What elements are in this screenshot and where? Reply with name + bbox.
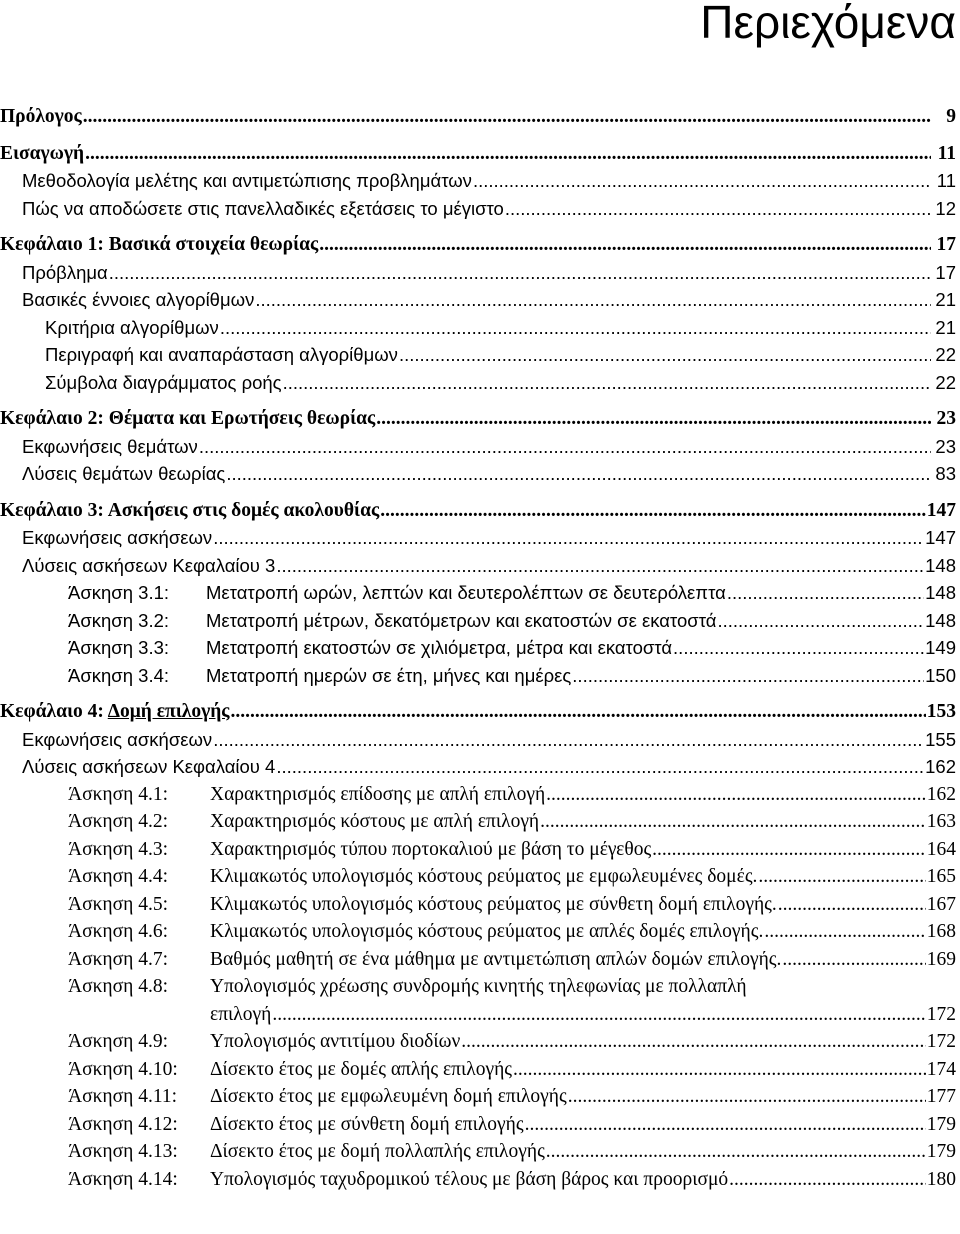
exercise-text (68, 664, 572, 687)
toc-entry-exercise[interactable] (0, 888, 960, 916)
dot-leader (717, 612, 924, 632)
page-title: Περιεχόμενα (700, 0, 956, 48)
toc-entry-label: Λύσεις ασκήσεων Κεφαλαίου 4 (22, 756, 276, 777)
toc-entry-label: Υπολογισμός χρέωσης συνδρομής κινητής τηλεφωνίας με πολλαπλή (210, 976, 747, 997)
exercise-number: Άσκηση 4.12: (68, 1113, 178, 1135)
toc-entry-chapter-1[interactable] (0, 228, 960, 256)
toc-entry-exercise[interactable] (0, 833, 960, 861)
toc-entry-chapter-3[interactable] (0, 494, 960, 522)
dot-leader (255, 291, 931, 311)
toc-entry[interactable] (0, 723, 960, 751)
toc-entry-label-continued: επιλογή (210, 1003, 272, 1025)
toc-entry-label: Χαρακτηρισμός κόστους με απλή επιλογή (210, 811, 540, 832)
exercise-text (68, 812, 539, 833)
toc-entry-page: 148 (925, 609, 956, 631)
toc-entry-label: Περιγραφή και αναπαράσταση αλγορίθμων (45, 344, 398, 365)
toc-entry-label: Εκφωνήσεις ασκήσεων (22, 527, 213, 548)
toc-entry-label: Κεφάλαιο 3: Ασκήσεις στις δομές ακολουθίας (0, 499, 380, 521)
toc-entry[interactable] (0, 521, 960, 549)
toc-entry-chapter-2[interactable] (0, 402, 960, 430)
dot-leader (272, 1005, 925, 1026)
chapter-4-text (0, 702, 230, 723)
toc-entry-introduction[interactable] (0, 137, 960, 165)
dot-leader (473, 172, 931, 192)
toc-entry-page: 147 (926, 499, 956, 521)
toc-entry-label: Βασικές έννοιες αλγορίθμων (22, 289, 255, 310)
toc-entry-label: Εισαγωγή (0, 142, 85, 164)
dot-leader (778, 895, 926, 916)
exercise-text (68, 639, 672, 659)
toc-entry[interactable] (0, 283, 960, 311)
dot-leader (540, 812, 926, 833)
toc-entry-exercise-continued[interactable] (0, 998, 960, 1026)
toc-entry[interactable] (0, 338, 960, 366)
toc-entry-page: 174 (926, 1058, 956, 1080)
toc-entry-label: Κλιμακωτός υπολογισμός κόστους ρεύματος με σύνθετη δομή επιλογής. (210, 893, 777, 915)
toc-entry-page: 163 (926, 811, 956, 832)
dot-leader (380, 501, 926, 522)
exercise-text (68, 1142, 545, 1163)
toc-entry-page: 23 (936, 408, 956, 429)
toc-entry-label: Δίσεκτο έτος με δομή πολλαπλής επιλογής (210, 1141, 545, 1162)
toc-entry-exercise[interactable] (0, 1080, 960, 1108)
toc-entry-exercise[interactable] (0, 915, 960, 943)
toc-entry-exercise[interactable] (0, 805, 960, 833)
toc-entry-label: Χαρακτηρισμός επίδοσης με απλή επιλογή (210, 783, 546, 805)
exercise-number: Άσκηση 3.4: (68, 664, 170, 686)
toc-entry-label: Βαθμός μαθητή σε ένα μάθημα με αντιμετώπιση απλών δομών επιλογής. (210, 948, 782, 970)
toc-entry-page: 11 (937, 142, 956, 164)
toc-entry[interactable] (0, 164, 960, 192)
dot-leader (85, 144, 931, 165)
toc-entry-label: Δομή επιλογής (107, 701, 230, 722)
toc-entry-chapter-4[interactable] (0, 695, 960, 723)
toc-entry-page: 172 (926, 1003, 956, 1025)
dot-leader (673, 639, 924, 659)
toc-entry-exercise[interactable] (0, 1108, 960, 1136)
toc-entry-label: Σύμβολα διαγράμματος ροής (45, 371, 282, 393)
toc-entry-page: 12 (935, 197, 956, 219)
dot-leader (652, 840, 926, 861)
toc-entry-exercise[interactable] (0, 604, 960, 632)
exercise-text (68, 584, 726, 604)
toc-entry-page: 148 (925, 582, 956, 603)
toc-entry-label: Μετατροπή μέτρων, δεκατόμετρων και εκατοστών σε εκατοστά (206, 609, 717, 631)
toc-entry-page: 162 (926, 783, 956, 805)
exercise-text (68, 785, 545, 806)
toc-entry-page: 22 (935, 344, 956, 365)
dot-leader (199, 438, 931, 458)
exercise-number: Άσκηση 4.6: (68, 921, 168, 942)
exercise-number: Άσκηση 4.9: (68, 1031, 168, 1052)
dot-leader (399, 346, 931, 366)
dot-leader (220, 319, 931, 339)
toc-entry-label: Κριτήρια αλγορίθμων (45, 316, 219, 338)
toc-entry[interactable] (0, 457, 960, 485)
toc-entry-page: 22 (935, 371, 956, 393)
toc-entry-label: Πρόβλημα (22, 261, 108, 283)
exercise-text (68, 1087, 567, 1108)
dot-leader (231, 702, 926, 723)
toc-entry-page: 177 (926, 1086, 956, 1107)
dot-leader (376, 409, 931, 430)
exercise-number: Άσκηση 4.2: (68, 811, 168, 832)
dot-leader (213, 731, 924, 751)
toc-entry[interactable] (0, 311, 960, 339)
toc-entry-label: Κεφάλαιο 1: Βασικά στοιχεία θεωρίας (0, 234, 319, 255)
toc-entry-label: Κεφάλαιο 2: Θέματα και Ερωτήσεις θεωρίας (0, 408, 376, 429)
exercise-text (68, 867, 757, 888)
toc-entry-prologue[interactable] (0, 100, 960, 128)
toc-entry[interactable] (0, 366, 960, 394)
toc-entry-label: Εκφωνήσεις θεμάτων (22, 435, 198, 457)
exercise-number: Άσκηση 4.8: (68, 976, 168, 997)
toc-entry-label: Μετατροπή ωρών, λεπτών και δευτερολέπτων σε δευτερόλεπτα (206, 582, 726, 603)
exercise-text (68, 922, 763, 943)
toc-entry-label: Δίσεκτο έτος με δομές απλής επιλογής (210, 1058, 513, 1080)
exercise-number: Άσκηση 3.1: (68, 582, 170, 603)
toc-entry-label: Λύσεις ασκήσεων Κεφαλαίου 3 (22, 554, 276, 576)
toc-entry-exercise[interactable] (0, 631, 960, 659)
toc-entry-page: 153 (926, 701, 956, 722)
dot-leader (513, 1060, 926, 1081)
dot-leader (782, 950, 925, 971)
dot-leader (572, 667, 924, 687)
exercise-text (68, 950, 781, 971)
toc-entry-exercise[interactable] (0, 860, 960, 888)
toc-entry-page: 83 (935, 463, 956, 484)
toc-entry-page: 179 (926, 1141, 956, 1162)
exercise-number: Άσκηση 4.5: (68, 893, 168, 915)
toc-entry-page: 172 (926, 1031, 956, 1052)
toc-entry-page: 17 (935, 261, 956, 283)
dot-leader (83, 107, 931, 128)
table-of-contents (0, 100, 960, 1190)
toc-entry-label: Λύσεις θεμάτων θεωρίας (22, 463, 226, 484)
toc-entry-exercise[interactable] (0, 659, 960, 687)
dot-leader (727, 584, 924, 604)
exercise-number: Άσκηση 4.4: (68, 866, 168, 887)
toc-entry-exercise[interactable] (0, 1025, 960, 1053)
toc-entry-page: 169 (926, 948, 956, 970)
toc-entry-page: 155 (925, 728, 956, 750)
toc-entry-page: 180 (926, 1168, 956, 1190)
exercise-number: Άσκηση 4.7: (68, 948, 168, 970)
exercise-text (68, 840, 651, 861)
toc-entry-label: Κλιμακωτός υπολογισμός κόστους ρεύματος με απλές δομές επιλογής. (210, 921, 764, 942)
toc-entry-page: 168 (926, 921, 956, 942)
toc-entry[interactable] (0, 192, 960, 220)
dot-leader (319, 235, 931, 256)
exercise-number: Άσκηση 4.10: (68, 1058, 178, 1080)
dot-leader (276, 557, 924, 577)
exercise-text (68, 977, 747, 998)
dot-leader (546, 785, 926, 806)
toc-entry-label: Χαρακτηρισμός τύπου πορτοκαλιού με βάση το μέγεθος (210, 838, 652, 860)
toc-entry-page: 21 (935, 289, 956, 310)
toc-entry-label: Μεθοδολογία μελέτης και αντιμετώπισης προβλημάτων (22, 170, 472, 191)
dot-leader (109, 264, 931, 284)
dot-leader (505, 200, 931, 220)
exercise-number: Άσκηση 4.3: (68, 838, 168, 860)
toc-entry-label: Μετατροπή εκατοστών σε χιλιόμετρα, μέτρα και εκατοστά (206, 637, 673, 658)
toc-entry[interactable] (0, 430, 960, 458)
exercise-number: Άσκηση 4.11: (68, 1086, 178, 1107)
toc-entry[interactable] (0, 549, 960, 577)
toc-entry-page: 162 (925, 756, 956, 777)
dot-leader (764, 922, 925, 943)
exercise-text (68, 895, 777, 916)
toc-entry-page: 23 (935, 435, 956, 457)
dot-leader (213, 529, 924, 549)
toc-entry-label: Κλιμακωτός υπολογισμός κόστους ρεύματος με εμφωλευμένες δομές. (210, 866, 758, 887)
toc-entry-page: 167 (926, 893, 956, 915)
toc-entry-page: 17 (936, 234, 956, 255)
exercise-text (68, 609, 717, 632)
toc-entry-exercise[interactable] (0, 778, 960, 806)
toc-entry-exercise[interactable] (0, 1163, 960, 1191)
toc-entry-page: 148 (925, 554, 956, 576)
exercise-number: Άσκηση 4.1: (68, 783, 168, 805)
toc-entry-page: 165 (926, 866, 956, 887)
exercise-number: Άσκηση 4.14: (68, 1168, 178, 1190)
toc-entry-label: Υπολογισμός ταχυδρομικού τέλους με βάση βάρος και προορισμό (210, 1168, 729, 1190)
toc-entry-label: Πώς να αποδώσετε στις πανελλαδικές εξετάσεις το μέγιστο (22, 197, 504, 219)
toc-entry-label: Εκφωνήσεις ασκήσεων (22, 728, 213, 750)
dot-leader (283, 374, 931, 394)
toc-entry-page: 150 (925, 664, 956, 686)
toc-entry-label: Δίσεκτο έτος με εμφωλευμένη δομή επιλογής (210, 1086, 567, 1107)
exercise-number: Άσκηση 3.3: (68, 637, 170, 658)
toc-entry[interactable] (0, 750, 960, 778)
dot-leader (568, 1087, 926, 1108)
dot-leader (758, 867, 925, 888)
dot-leader (546, 1142, 926, 1163)
toc-entry-label: Πρόλογος (0, 106, 82, 127)
toc-entry-exercise[interactable] (0, 576, 960, 604)
toc-entry[interactable] (0, 256, 960, 284)
toc-entry-page: 11 (936, 170, 956, 191)
toc-entry-exercise[interactable] (0, 943, 960, 971)
toc-entry-label-prefix: Κεφάλαιο 4: (0, 701, 108, 722)
toc-entry-exercise[interactable] (0, 1135, 960, 1163)
exercise-text (68, 1115, 524, 1136)
exercise-text (68, 1170, 728, 1191)
toc-entry-exercise[interactable] (0, 1053, 960, 1081)
dot-leader (525, 1115, 926, 1136)
exercise-text (68, 1060, 512, 1081)
toc-entry-label: Μετατροπή ημερών σε έτη, μήνες και ημέρες (206, 664, 572, 686)
toc-entry-page: 147 (925, 527, 956, 548)
dot-leader (226, 465, 931, 485)
toc-entry-page: 149 (925, 637, 956, 658)
dot-leader (461, 1032, 925, 1053)
exercise-number: Άσκηση 4.13: (68, 1141, 178, 1162)
toc-entry-label: Υπολογισμός αντιτίμου διοδίων (210, 1031, 461, 1052)
exercise-number: Άσκηση 3.2: (68, 609, 170, 631)
toc-entry-page: 9 (946, 106, 956, 127)
toc-entry-label: Δίσεκτο έτος με σύνθετη δομή επιλογής (210, 1113, 524, 1135)
toc-entry-page: 164 (926, 838, 956, 860)
exercise-text (68, 1032, 460, 1053)
dot-leader (729, 1170, 926, 1191)
toc-entry-exercise[interactable] (0, 970, 960, 998)
toc-entry-page: 21 (935, 316, 956, 338)
toc-entry-page: 179 (926, 1113, 956, 1135)
dot-leader (276, 758, 924, 778)
